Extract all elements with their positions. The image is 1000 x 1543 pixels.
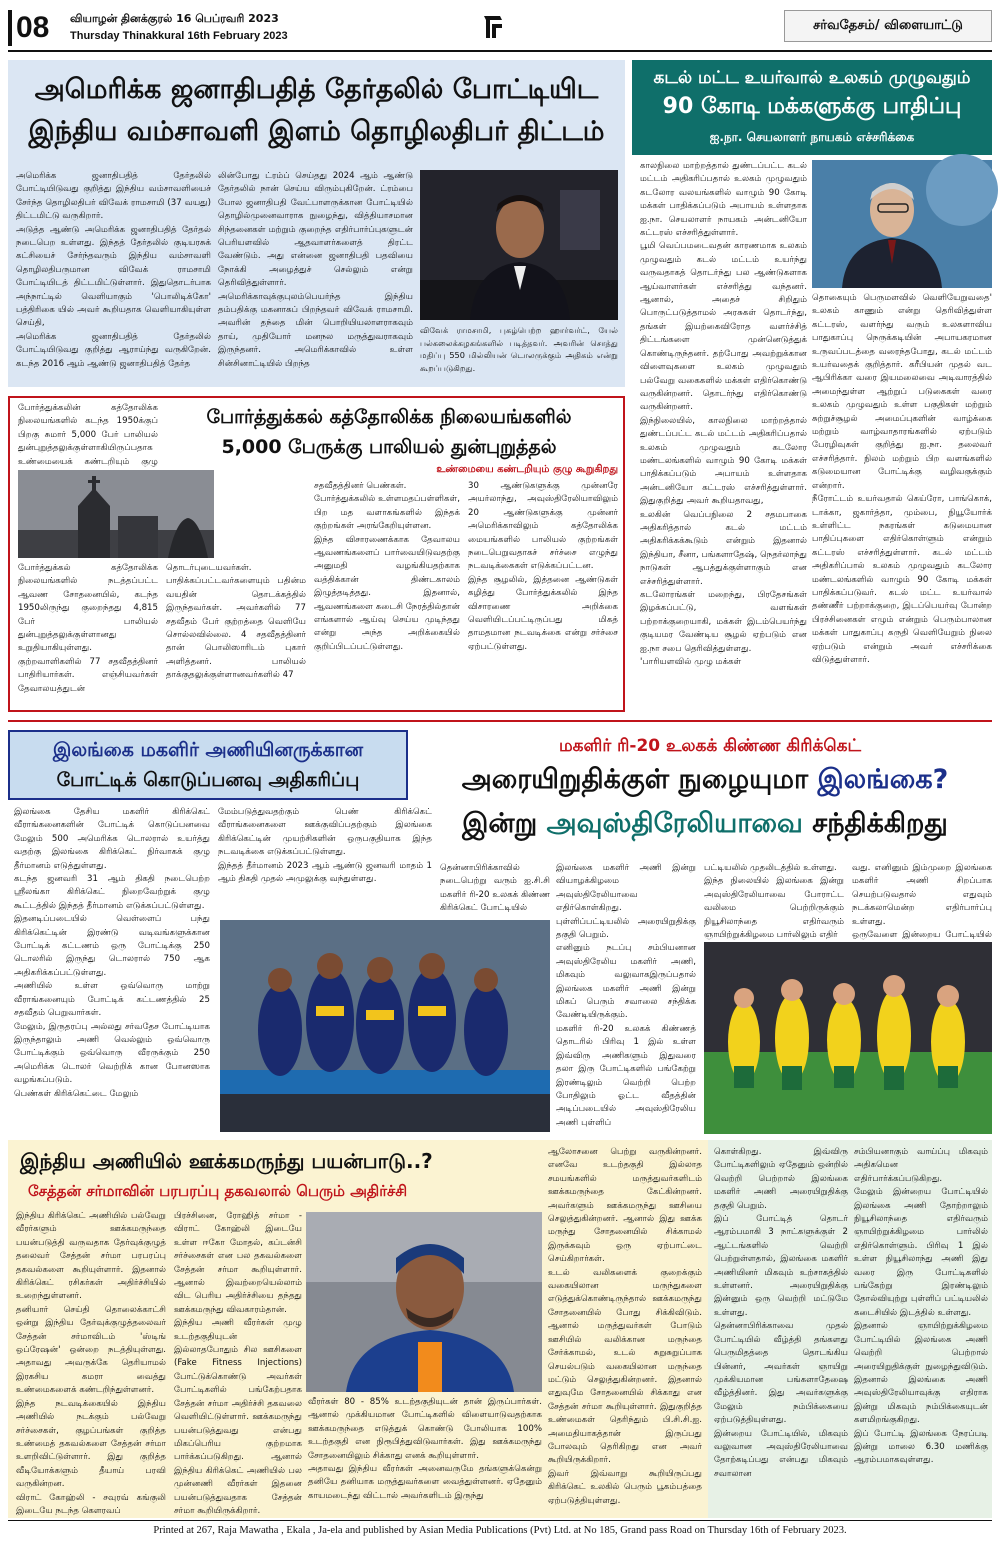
story4-column-2: மேம்படுத்துவதற்கும் பெண் கிரிக்கெட் வீராங்கனைகளை ஊக்குவிப்பதற்கும் இலங்கை கிரிக்கெட்டின் முயற்சிகளின் ஒருபகுதியாக இந்த நடவடிக்கை எடுக்கப்பட்டுள்ளது. இந்தத் தீர்மானம் 2023 ஆம் ஆண்டு ஜனவரி மாதம் 1 ஆம் திகதி முதல் அமுலுக்கு வந்துள்ளது. [218, 807, 432, 885]
story5-headline-line2-text-c: சந்திக்கிறது [802, 808, 948, 839]
story5-headline-line1 [418, 762, 992, 798]
story6-photo [306, 1212, 542, 1392]
story6-column-1: இந்திய கிரிக்கெட் அணியில் பல்வேறு வீரர்களும் ஊக்கமருந்தை பயன்படுத்தி வருவதாக தேர்வுக்குழுத் தலைவர் சேத்தன் சர்மா பரபரப்பு தகவல்களை கூறியுள்ளார். இதனால் கிரிக்கெட் ரசிகர்கள் அதிர்ச்சியில் உறைந்துள்ளனர். தனியார் செய்தி தொலைக்காட்சி ஒன்று இந்திய தேர்வுக்குழுத்தலைவர் சேத்தன் சர்மாவிடம் 'ஸ்டிங் ஒப்ரேஷன்' ஒன்றை நடத்தியுள்ளது. அதாவது அவருக்கே தெரியாமல் இரகசிய கமரா வைத்து உண்மைகளைக் கண்டறிந்துள்ளனர். இந்த நடவடிக்கையில் இந்திய அணியில் நடக்கும் பல்வேறு சர்ச்சைகள், குழப்பங்கள் குறித்த உண்மைத் தகவல்களை சேத்தன் சர்மா உளறிவிட்டுள்ளார். இது குறித்த வீடியோக்களும் தீயாய் பரவி வருகின்றன. விராட் கோஹ்லி - சவுரவ் கங்குலி இடையே நடந்த கௌரவப் [16, 1211, 166, 1516]
story3-column-1-continued: போர்த்துக்கல் கத்தோலிக்க நிலையங்களில் நடத்தப்பட்ட ஆவண சோதனையில், கடந்த 1950லிருந்து குறைந்தது 4,815 பேர் பாலியல் துன்புறுத்தலுக்குள்ளானது உறுதியாகியுள்ளது. குற்றவாளிகளில் 77 சதவீதத்தினர் பாதிரியார்கள். எஞ்சியவர்கள் தேவாலயத்துடன் [18, 563, 158, 694]
church-silhouette-icon [18, 470, 214, 558]
story2-headline-line2: 90 கோடி மக்களுக்கு பாதிப்பு [662, 94, 962, 119]
vivek-ramaswamy-portrait-icon [420, 170, 618, 320]
story5-headline-line2-highlight: அவுஸ்திரேலியாவை [546, 808, 803, 839]
story1-headline-line2: இந்திய வம்சாவளி இளம் தொழிலதிபர் திட்டம் [28, 116, 605, 147]
story5-kicker: மகளிர் ரி-20 உலகக் கிண்ண கிரிக்கெட் [559, 736, 861, 756]
story3-column-1: போர்த்துக்கலின் கத்தோலிக்க நிலையங்களில் கடந்த 1950க்குப் பிறகு சுமார் 5,000 பேர் பாலியல் துன்புறுத்தலுக்குள்ளாகியிருப்பதாக உண்மையைக் கண்டறியும் குழு [18, 403, 158, 467]
story6-subhead: சேத்தன் சர்மாவின் பரபரப்பு தகவலால் பெரும் அதிர்ச்சி [28, 1182, 408, 1200]
story5-continuation-column-2: சம்பியனாகும் வாய்ப்பு மிகவும் அதிகமென எதிர்பார்க்கப்படுகிறது. மேலும் இன்றைய போட்டியில் இலங்கை அணி தோற்றாலும் நியூசிலாந்தை எதிர்வரும் ஞாயிற்றுக்கிழமை பார்லில் எதிர்கொள்ளும். பிரிவு 1 இல் உள்ள நியூசிலாந்து அணி இது வரை இரு போட்டிகளில் பங்கேற்று இரண்டிலும் தோல்வியுற்று புள்ளிப் பட்டியலில் கடைசியில் இடத்தில் உள்ளது. இதனால் ஞாயிற்றுக்கிழமை போட்டியில் இலங்கை அணி வெற்றி பெற்றால் அரையிறுதிக்குள் நுழைந்துவிடும். இதனால் இலங்கை அணி அவுஸ்திரேலியாவுக்கு எதிராக இன்று மிகவும் நம்பிக்கையுடன் களமிறங்குகிறது. இப் போட்டி இலங்கை நேரப்படி இன்று மாலை 6.30 மணிக்கு ஆரம்பமாகவுள்ளது. [854, 1147, 988, 1466]
story1-headline-box [8, 60, 625, 165]
story2-column-2: தொகையும் பெருமளவில் வெளியேறுவதை' உலகம் காணும் என்று தெரிவித்துள்ள கட்டரஸ், வளர்ந்து வரும் உலகளாவிய பாதுகாப்பு நெருக்கடியின் அபாயகரமான உருவப்படத்தை வரைந்தபோது, கடல் மட்டம் உயர்வதைக் குறித்தார். கரீபியன் முதல் வட ஆபிரிக்கா வரை இயமலைவை அடிவாரத்தில் அமைந்துள்ள ஆற்றுப் படுகைகள் வரை உலகம் முழுவதும் உள்ள பகுதிகள் மற்றும் சுற்றுச்சூழல் அமைப்புகளின் வாழ்க்கை மற்றும் வாழ்வாதாரங்களில் ஏற்படும் பேரழிவுகள் குறித்து ஐ.நா. தலைவர் எச்சரித்தார். நிலம் மற்றும் பிற வளங்களில் கடுமையான போட்டிக்கு வழிவகுக்கும் என்றார். நீரோட்டம் உயர்வதால் கெய்ரோ, பாங்கொக், டாக்கா, ஜகார்த்தா, மும்பை, நியூயோர்க் உள்ளிட்ட நகரங்கள் கடுமையான பாதிப்புகளை எதிர்கொள்ளும் என்றும் கட்டரஸ் எச்சரித்துள்ளார். கடல் மட்டம் அதிகரிப்பால் உலகம் முழுவதும் கடலோர மண்டலங்களில் வாழும் 90 கோடி மக்கள் பாதிக்கப்படுவர். கடல் மட்ட உயர்வால் தண்ணீர் பற்றாக்குறை, இடப்பெயர்வு போன்ற பிரச்சினைகள் எழும் என்றும் பெரும்பாலான மக்கள் பாதுகாப்பு கருதி வெளியேறும் நிலை ஏற்படும் என்றும் அவர் எச்சரிக்கை விடுத்துள்ளார். [812, 293, 992, 665]
section-divider [8, 720, 992, 722]
story6-column-2-continued: வீரர்கள் 80 - 85% உடற்தகுதியுடன் தான் இருப்பார்கள். ஆனால் முக்கியமான போட்டிகளில் விளையாடுவதற்காக ஊக்கமருந்தை எடுத்துக் கொண்டு போலியாக 100% உடற்தகுதி என நிரூபித்துவிடுவார்கள். இது ஊக்கமருந்து சோதனையிலும் சிக்காது எனக் கூறியுள்ளார். அதாவது இந்திய வீரர்கள் அனைவருமே தங்களுக்கென்று தனியே தனியாக மருத்துவர்களை வைத்துள்ளனர். ஏதேனும் காயமடைந்து விட்டால் அவர்களிடம் இருந்து [308, 1397, 542, 1501]
story3-photo [18, 470, 214, 558]
story2-headline-line1: கடல் மட்ட உயர்வால் உலகம் முழுவதும் [653, 68, 971, 88]
antonio-guterres-portrait-icon [812, 160, 992, 288]
story3-column-4: 30 ஆண்டுகளுக்கு முன்னரே அயர்லாந்து, அவுஸ்திரேலியாவிலும் 20 ஆண்டுகளுக்கு முன்னர் அமெரிக்காவிலும் கத்தோலிக்க மையங்களில் பாலியல் குற்றங்கள் நடைபெறுவதாகச் சர்ச்சை எழுந்து நடவடிக்கைகள் எடுக்கப்பட்டன. இந்த சூழலில், இத்தனை ஆண்டுகள் கழித்து போர்த்துக்கலில் இந்த விசாரணை அறிக்கை வெளியிடப்பட்டிருப்பது மிகத் தாமதமான நடவடிக்கை என்று சர்ச்சை ஏற்பட்டுள்ளது. [468, 481, 618, 652]
newspaper-logo-icon [480, 12, 506, 42]
story2-subhead: ஐ.நா. செயலாளர் நாயகம் எச்சரிக்கை [709, 130, 915, 144]
story3-column-2: தொடர்புடையவர்கள். பாதிக்கப்பட்டவர்களையும் பதின்ம வயதின் தொடக்கத்தில் இருந்தவர்கள். அவர்களில் 77 சதவீதம் பேர் குற்றத்தை வெளியே சொல்லவில்லை. 4 சதவீதத்தினர் தான் பொலிஸாரிடம் புகார் அளித்தனர். பாலியல் தாக்குதலுக்குள்ளானவர்களில் 47 [166, 563, 306, 681]
story3-headline-line2: 5,000 பேருக்கு பாலியல் துன்புறுத்தல் [221, 436, 557, 458]
story4-headline-line2: போட்டிக் கொடுப்பனவு அதிகரிப்பு [56, 769, 360, 791]
footer-rule [8, 1520, 992, 1521]
story6-column-2: பிரச்சினை, ரோஹித் சர்மா - விராட் கோஹ்லி இடையே உள்ள ஈகோ மோதல், கப்டன்சி சர்ச்சைகள் என பல தகவல்களை சேத்தன் சர்மா கூறியுள்ளார். ஆனால் இவற்றையெல்லாம் விட பெரிய அதிர்ச்சியை தந்தது ஊக்கமருந்து விவகாரம்தான். இந்திய அணி வீரர்கள் முழு உடற்தகுதியுடன் இல்லாதபோதும் சில ஊசிகளை (Fake Fitness Injections) போட்டுக்கொண்டு அவர்கள் போட்டிகளில் பங்கேற்பதாக சேத்தன் சர்மா அதிர்ச்சி தகவலை வெளியிட்டுள்ளார். ஊக்கமருந்து பயன்படுத்துவது என்பது மிகப்பெரிய குற்றமாக பார்க்கப்படுகிறது. ஆனால் இந்திய கிரிக்கெட் அணியில் பல முன்னணி வீரர்கள் இதனை பயன்படுத்துவதாக சேத்தன் சர்மா கூறியிருக்கிறார். [174, 1211, 302, 1516]
chetan-sharma-portrait-icon [306, 1212, 542, 1392]
story5-headline-line1-highlight: இலங்கை? [817, 764, 949, 795]
page-number: 08 [8, 10, 49, 46]
story3-subhead: உண்மையை கண்டறியும் குழு கூறுகிறது [436, 464, 618, 475]
story5-column-1: தென்னாபிரிக்காவில் நடைபெற்று வரும் ஐ.சி.சி மகளிர் ரி-20 உலகக் கிண்ண கிரிக்கெட் போட்டியில் [440, 863, 550, 914]
story1-photo [420, 170, 618, 320]
australia-players-celebrating-icon [704, 942, 992, 1134]
story6-column-3: ஆலோசனை பெற்று வருகின்றனர். எனவே உடற்தகுதி இல்லாத சமயங்களில் மருத்துவர்களிடம் ஊக்கமருந்தை கேட்கின்றனர். அவர்களும் ஊக்கமருந்து ஊசியை செலுத்துகின்றனர். ஆனால் இது ஊக்க மருந்து சோதனையில் சிக்காமல் இருக்கவும் ஒரு ஏற்பாட்டை செய்கிறார்கள். உடல் வலிகளைக் குறைக்கும் வகையிலான மருந்துகளை எடுத்துக்கொண்டிருந்தால் ஊக்கமருந்து சோதனையில் போது சிக்கிவிடும். ஆனால் மருத்துவர்கள் போடும் ஊசியில் வலிக்கான மருந்தை சேர்க்காமல், உடல் சுறுசுறுப்பாக செயல்படும் வகையிலான மருந்தை மட்டும் செலுத்துகின்றனர். இதனால் எதுவுமே சோதனையில் சிக்காது என சேத்தன் சர்மா கூறியுள்ளார். இதுகுறித்த உண்மைகள் தெரிந்தும் பி.சி.சி.ஐ. அமைதியாகத்தான் இருப்பது போலவும் தெரிகிறது என அவர் கூறியிருக்கிறார். இவர் இவ்வாறு கூறியிருப்பது கிரிக்கெட் உலகில் பெரும் பூகம்பத்தை ஏற்படுத்தியுள்ளது. [548, 1147, 702, 1506]
story4-headline-box [8, 730, 408, 800]
header-date-tamil: வியாழன் தினக்குரல் 16 பெப்ரவரி 2023 [70, 12, 279, 25]
australia-team-photo [704, 942, 992, 1134]
story2-headline-box [632, 60, 992, 155]
story1-headline-line1: அமெரிக்க ஜனாதிபதித் தேர்தலில் போட்டியிட [34, 74, 599, 105]
story1-column-1: அமெரிக்க ஜனாதிபதித் தேர்தலில் போட்டியிடுவது குறித்து இந்திய வம்சாவளியைச் சேர்ந்த தொழிலதிபர் விவேக் ராமசாமி (37 வயது) திட்டமிட்டு வருகிறார். அடுத்த ஆண்டு அமெரிக்க ஜனாதிபதித் தேர்தல் நடைபெற உள்ளது. இந்தத் தேர்தலில் குடியரசுக் கட்சியைச் சேர்ந்தவரும் இந்திய வம்சாவளி தொழிலதிபருமான விவேக் ராமசாமி போட்டியிடத் திட்டமிட்டுள்ளார். இதுதொடர்பாக அந்நாட்டில் வெளியாகும் 'பொலிடிக்கோ' பத்திரிகை யில் அவர் கூறியதாக வெளியாகியுள்ள செய்தி, அமெரிக்க ஜனாதிபதித் தேர்தலில் போட்டியிடுவது குறித்து ஆராய்ந்து வருகிறேன். கடந்த 2016 ஆம் ஆண்டு ஜனாதிபதித் தேர்த [16, 171, 211, 369]
footer-imprint: Printed at 267, Raja Mawatha , Ekala , Ja-ela and published by Asian Media Publications (Pvt) Ltd. at No 185, Grand pass Road on Thursday 16th of February 2023. [153, 1525, 847, 1536]
story3-headline-line1: போர்த்துக்கல் கத்தோலிக்க நிலையங்களில் [206, 406, 572, 428]
story4-column-1: இலங்கை தேசிய மகளிர் கிரிக்கெட் வீராங்கனைகளின் போட்டிக் கொடுப்பனவை மேலும் 500 அமெரிக்க டொலரால் உயர்த்து வதற்கு இலங்கை கிரிக்கெட் நிர்வாகக் குழு தீர்மானம் எடுத்துள்ளது. கடந்த ஜனவரி 31 ஆம் திகதி நடைபெற்ற ஸ்ரீலங்கா கிரிக்கெட் நிறைவேற்றுக் குழு கூட்டத்தில் இந்தத் தீர்மானம் எடுக்கப்பட்டுள்ளது. இதனடிப்படையில் வெள்ளைப் பந்து கிரிக்கெட்டின் இரண்டு வடிவங்களுக்கான போட்டிக் கட்டணம் ஒரு போட்டிக்கு 250 டொலரில் இருந்து டொலரால் 750 ஆக அதிகரிக்கப்பட்டுள்ளது. அணியில் உள்ள ஒவ்வொரு மாற்று வீராங்கனையும் போட்டிக் கட்டணத்தில் 25 சதவீதம் பெறுவார்கள். மேலும், இருதரப்பு அல்லது சர்வதேச போட்டியாக இருந்தாலும் அணி வெல்லும் ஒவ்வொரு போட்டிக்கும் ஒவ்வொரு வீரருக்கும் 250 அமெரிக்க டொலர் வெற்றிக் கான போனஸாக வழங்கப்படும். பெண்கள் கிரிக்கெட்டை மேலும் [14, 807, 210, 1099]
story2-photo [812, 160, 992, 288]
story2-column-1: காலநிலை மாற்றத்தால் துண்டப்பட்ட கடல் மட்டம் அதிகரிப்பதால் உலகம் முழுவதும் கடலோர வலயங்களில் வாழும் 90 கோடி மக்கள் பாதிக்கப்படும் அபாயம் உள்ளதாக ஐ.நா. செயலாளர் நாயகம் அன்டனியோ கட்டரஸ் எச்சரித்துள்ளார். பூமி வெப்பமடைவதன் காரணமாக உலகம் முழுவதும் கடல் மட்டம் உயர்ந்து வருவதாகத் தொடர்ந்து பல ஆண்டுகளாக ஆய்வாளர்கள் எச்சரித்து வந்தனர். ஆனால், அதைச் சிறிதும் பொருட்படுத்தாமல் அரசுகள் தொடர்ந்து, தங்கள் இயற்கைவிரோத வளர்ச்சித் திட்டங்களை முன்னெடுத்துக் கொண்டிருந்தனர். தற்போது அவற்றுக்கான விளைவுகளை உலகம் முழுவதும் பல்வேறு வகைகளில் மக்கள் எதிர்கொண்டு வருகின்றனர். தொடர்ந்து எதிர்கொண்டு வருகின்றனர். இந்நிலையில், காலநிலை மாற்றத்தால் துண்டப்பட்ட கடல் மட்டம் அதிகரிப்பதால் உலகம் முழுவதும் கடலோர மண்டலங்களில் வாழும் 90 கோடி மக்கள் பாதிக்கப்படும் அபாயம் உள்ளதாக அன்டனியோ கட்டரஸ் எச்சரித்துள்ளார். இதுகுறித்து அவர் கூறியதாவது, உலகின் வெப்பநிலை 2 சதமபாகை அதிகரித்தால் கடல் மட்டம் அதிகரிக்கக்கூடும் என்றும் இதனால் இந்தியா, சீனா, பங்களாதேஷ், நெதர்லாந்து நாடுகள் ஆபத்துக்குள்ளாகும் என எச்சரித்துள்ளார். கடலோரங்கள் மறைந்து, பிரதேசங்கள் இழக்கப்பட்டு, வளங்கள் பற்றாக்குறையாகி, மக்கள் இடம்பெயர்ந்து குடியமர வேண்டிய சூழல் ஏற்படும் என ஐ.நா சபை தெரிவித்துள்ளது. 'பாரியளவில் முழு மக்கள் [640, 161, 807, 668]
story5-column-2: இலங்கை மகளிர் அணி இன்று வியாழக்கிழமை அவுஸ்திரேலியாவை எதிர்கொள்கிறது. புள்ளிப்பட்டியலில் அரையிறுதிக்கு தகுதி பெறும். எனினும் நடப்பு சம்பியனான அவுஸ்திரேலிய மகளிர் அணி, மிகவும் வலுவாகஇருப்பதால் இலங்கை மகளிர் அணி இன்று மிகப் பெரும் சவாலை சந்திக்க வேண்டியிருக்கும். மகளிர் ரி-20 உலகக் கிண்ணத் தொடரில் பிரிவு 1 இல் உள்ள இவ்விரு அணிகளும் இதுவரை தலா இரு போட்டிகளில் பங்கேற்று இரண்டிலும் வெற்றி பெற்ற போதிலும் ஓட்ட வீதத்தின் அடிப்படையில் அவுஸ்திரேலிய அணி புள்ளிப் [556, 863, 696, 1128]
section-label: சர்வதேசம்/ விளையாட்டு [784, 10, 992, 42]
story5-headline-line2 [418, 806, 992, 842]
story3-column-3: சதவீதத்தினர் பெண்கள். போர்த்துக்கலில் உள்ளமதப்பள்ளிகள், பிற மத வளாகங்களில் இந்தக் குற்றங்கள் அரங்கேறியுள்ளன. இந்த விசாரணைக்காக தேவாலய ஆவணங்களைப் பார்வையிடுவதற்கு அனுமதி வழங்கியதற்காக வத்திக்கான் திண்டகாலம் இழுத்தடித்தது. இதனால், ஆவணங்களை கடைசி நேரத்தில்தான் எங்களால் ஆய்வு செய்ய முடிந்தது என்று அந்த அறிக்கையில் குறிப்பிடப்பட்டுள்ளது. [314, 481, 460, 652]
story5-column-4: வது. எனினும் இம்முறை இலங்கை மகளிர் அணி சிறப்பாக செயற்படுவதால் எதுவும் நடக்கலாமென்ற எதிர்பார்ப்பு உள்ளது. ஒருவேளை இன்றைய போட்டியில் [852, 863, 992, 941]
header-rule [8, 50, 992, 52]
story5-headline-line1-text: அரையிறுதிக்குள் நுழையுமா [461, 764, 818, 795]
story5-headline-line2-text-a: இன்று [462, 808, 547, 839]
story6-headline: இந்திய அணியில் ஊக்கமருந்து பயன்பாடு..? [20, 1149, 433, 1173]
story1-column-2: லின்போது ட்ரம்ப் செய்தது 2024 ஆம் ஆண்டு தேர்தலில் நான் செய்ய விரும்புகிறேன். ட்ரம்பை போல ஜனாதிபதி வேட்பாளருக்கான போட்டியில் தொழில்முனைவாராக நுழைந்து, வித்தியாசமான சிந்தனைகள் மற்றும் குறைந்த எதிர்பார்ப்புகளுடன் பெரியளவில் ஆதவாளர்களைத் திரட்ட வேண்டும். அது என்னை ஜனாதிபதி பதவியை நோக்கி அழைத்துச் செல்லும் என்று தெரிவித்துள்ளார். அமெரிக்காவுக்குபுலம்பெயர்ந்த இந்திய தம்பதிக்கு மகனாகப் பிறந்தவர் விவேக் ராமசாமி. அவரின் தந்தை மின் பொறியியலாளராகவும் தாய், முதியோர் மனநல மருத்துவராகவும் இருந்தனர். அமெரிக்காவில் உள்ள சின்சினாட்டியில் பிறந்த [218, 171, 413, 369]
sri-lanka-players-celebrating-icon [220, 920, 550, 1132]
story5-continuation-column-1: கொள்கிறது. இவ்விரு போட்டிகளிலும் ஏதேனும் ஒன்றில் வெற்றி பெற்றால் இலங்கை மகளிர் அணி அரையிறுதிக்கு தகுதி பெறும். இப் போட்டித் தொடர் ஆரம்பமாகி 3 நாட்களுக்குள் 2 ஆட்டங்களில் வெற்றி பெற்றுள்ளதால், இலங்கை மகளிர் அணியினர் மிகவும் உற்சாகத்தில் உள்ளனர். அரையிறுதிக்கு இன்னும் ஒரு வெற்றி மட்டுமே உள்ளது. தென்னாபிரிக்காவை முதல் போட்டியில் வீழ்த்தி தங்களது பெருமிதத்தை தொடங்கிய பின்னர், அவர்கள் ஞாயிறு முக்கியமான பங்களாதேஷை வீழ்த்தினர். இது அவர்களுக்கு மேலும் நம்பிக்கையை ஏற்படுத்தியுள்ளது. இன்றைய போட்டியில், மிகவும் வலுவான அவுஸ்திரேலியாவை தோற்கடிப்பது என்பது மிகவும் சவாலான [714, 1147, 848, 1479]
story5-column-3: பட்டியலில் முதலிடத்தில் உள்ளது. இந்த நிலையில் இலங்கை இன்று அவுஸ்திரேலியாவை போராட்ட வலிமை பெற்றிருக்கும் நியூசிலாந்தை எதிர்வரும் ஞாயிற்றுக்கிழமை பார்லிலும் எதிர் [704, 863, 844, 941]
story1-photo-caption: விவேக் ராமசாமி, புகழ்பெற்ற ஹார்வர்ட், யேல் பல்கலைக்கழகங்களில் படித்தவர். அவரின் சொத்து மதிப்பு 550 மில்லியன் டொலருக்கும் அதிகம் என்று கூறப்படுகிறது. [420, 325, 618, 373]
page-header [8, 8, 992, 52]
header-date-english: Thursday Thinakkural 16th February 2023 [70, 30, 288, 42]
sri-lanka-team-photo [220, 920, 550, 1132]
story4-headline-line1: இலங்கை மகளிர் அணியினருக்கான [52, 739, 364, 761]
